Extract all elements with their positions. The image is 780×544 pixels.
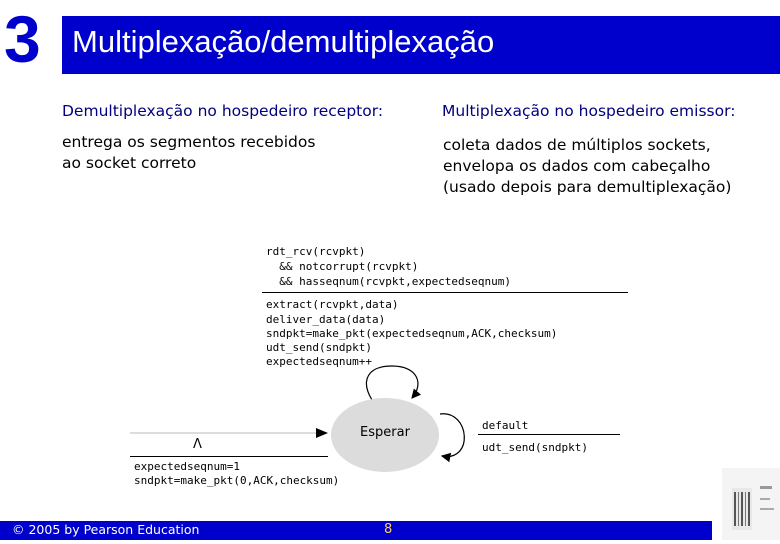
fsm-init-action-2: sndpkt=make_pkt(0,ACK,checksum) [134, 474, 340, 487]
fsm-top-action-4: udt_send(sndpkt) [266, 341, 372, 354]
fsm-right-separator [478, 434, 620, 435]
fsm-top-event-line-3: && hasseqnum(rcvpkt,expectedseqnum) [266, 275, 512, 288]
page-number: 8 [384, 522, 393, 537]
state-esperar-label: Esperar [360, 425, 410, 440]
fsm-top-action-1: extract(rcvpkt,data) [266, 298, 399, 311]
initial-arrow-head [316, 428, 328, 438]
fsm-top-event-line-2: && notcorrupt(rcvpkt) [266, 260, 419, 273]
fsm-init-event: Λ [193, 437, 202, 452]
fsm-init-separator [130, 456, 328, 457]
fsm-top-event-line-1: rdt_rcv(rcvpkt) [266, 245, 366, 258]
self-loop-right-arrow [440, 414, 464, 457]
receiver-heading: Demultiplexação no hospedeiro receptor: [62, 102, 384, 120]
self-loop-top-arrow [366, 366, 417, 400]
fsm-right-action: udt_send(sndpkt) [482, 441, 588, 454]
book-cover-art [722, 468, 780, 540]
fsm-top-action-5: expectedseqnum++ [266, 355, 372, 368]
receiver-description: entrega os segmentos recebidos ao socket correto [62, 133, 316, 172]
chapter-number: 3 [4, 2, 39, 76]
copyright-text: © 2005 by Pearson Education [12, 522, 200, 537]
fsm-init-action-1: expectedseqnum=1 [134, 460, 240, 473]
slide-title: Multiplexação/demultiplexação [72, 24, 495, 59]
book-cover-thumbnail [722, 468, 780, 540]
fsm-right-event: default [482, 419, 529, 432]
fsm-top-action-2: deliver_data(data) [266, 313, 386, 326]
sender-heading: Multiplexação no hospedeiro emissor: [442, 102, 736, 120]
fsm-top-action-3: sndpkt=make_pkt(expectedseqnum,ACK,checksum) [266, 327, 558, 340]
sender-description: coleta dados de múltiplos sockets, envelopa os dados com cabeçalho (usado depois para demultiplexação) [443, 136, 732, 196]
